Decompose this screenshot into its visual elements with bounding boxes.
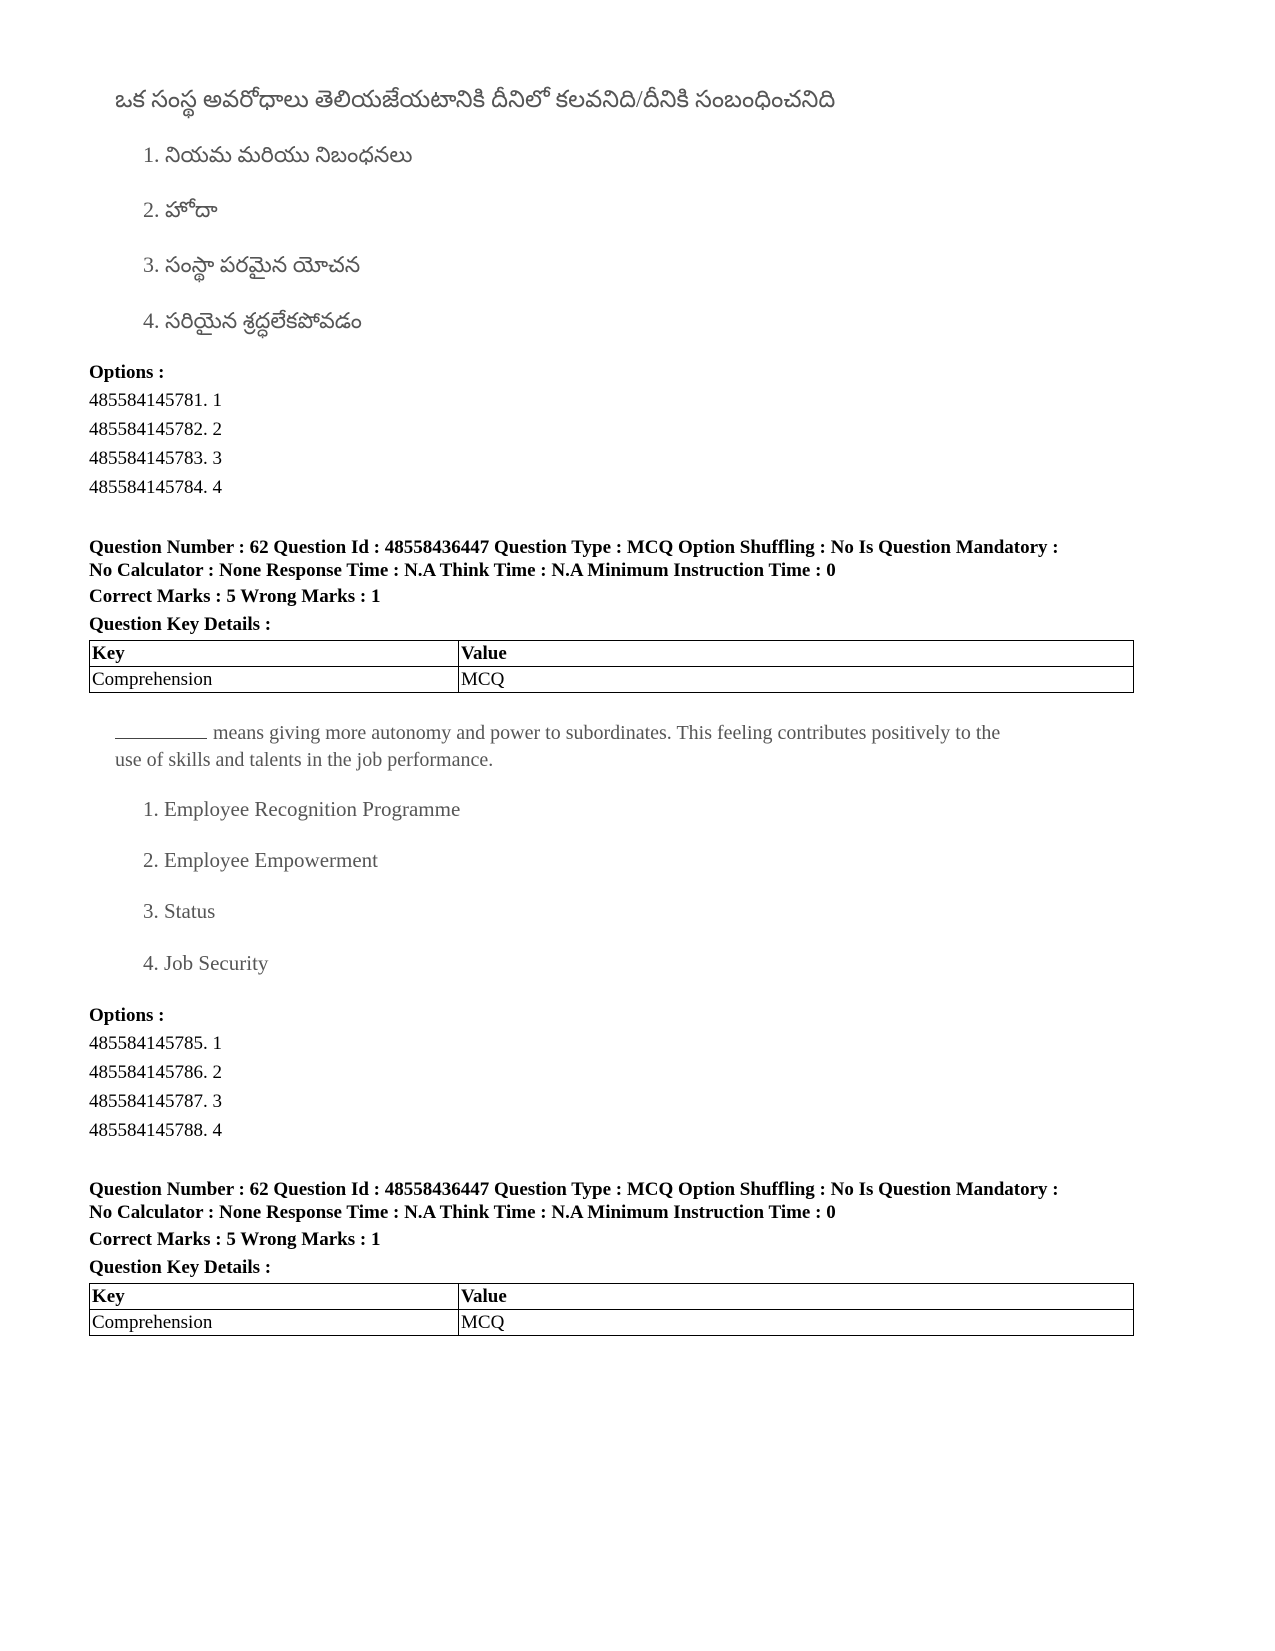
- key-details-label: Question Key Details :: [89, 614, 272, 635]
- choice-1: 1. Employee Recognition Programme: [143, 797, 461, 821]
- choice-2: 2. హోదా: [143, 197, 218, 222]
- stem-line-1: means giving more autonomy and power to subordinates. This feeling contributes positively to the: [213, 722, 1001, 744]
- choice-3: 3. సంస్థా పరమైన యోచన: [143, 252, 361, 277]
- choice-4: 4. Job Security: [143, 951, 269, 975]
- options-list: [89, 386, 222, 502]
- cell-key: Comprehension: [90, 1310, 459, 1336]
- option-item: 485584145786. 2: [89, 1062, 222, 1083]
- question-meta: [89, 536, 1059, 582]
- option-item: 485584145784. 4: [89, 477, 222, 498]
- table-row: [90, 1310, 1134, 1336]
- option-item: 485584145788. 4: [89, 1120, 222, 1141]
- key-details-label: Question Key Details :: [89, 1257, 272, 1278]
- meta-line-2: No Calculator : None Response Time : N.A Think Time : N.A Minimum Instruction Time : 0: [89, 1202, 836, 1223]
- choice-2: 2. Employee Empowerment: [143, 848, 379, 872]
- table-row: [90, 667, 1134, 693]
- table-header-row: [90, 1284, 1134, 1310]
- option-item: 485584145782. 2: [89, 419, 222, 440]
- table-header-row: [90, 641, 1134, 667]
- choice-4: 4. సరియైన శ్రద్ధలేకపోవడం: [143, 308, 362, 333]
- meta-line-1: Question Number : 62 Question Id : 48558436447 Question Type : MCQ Option Shuffling : No Is Question Mandatory :: [89, 537, 1059, 558]
- header-key: Key: [90, 1284, 459, 1310]
- question-stem-english: [115, 720, 1000, 774]
- choice-3: 3. Status: [143, 899, 216, 923]
- cell-key: Comprehension: [90, 667, 459, 693]
- options-label: Options :: [89, 1005, 165, 1026]
- option-item: 485584145787. 3: [89, 1091, 222, 1112]
- option-item: 485584145785. 1: [89, 1033, 222, 1054]
- stem-line-2: use of skills and talents in the job performance.: [115, 749, 494, 771]
- header-value: Value: [459, 641, 1134, 667]
- meta-line-2: No Calculator : None Response Time : N.A Think Time : N.A Minimum Instruction Time : 0: [89, 560, 836, 581]
- marks-line: Correct Marks : 5 Wrong Marks : 1: [89, 1229, 381, 1250]
- options-label: Options :: [89, 362, 165, 383]
- choice-1: 1. నియమ మరియు నిబంధనలు: [143, 142, 413, 167]
- meta-line-1: Question Number : 62 Question Id : 48558436447 Question Type : MCQ Option Shuffling : No Is Question Mandatory :: [89, 1179, 1059, 1200]
- fill-blank: [115, 720, 207, 739]
- marks-line: Correct Marks : 5 Wrong Marks : 1: [89, 586, 381, 607]
- header-value: Value: [459, 1284, 1134, 1310]
- header-key: Key: [90, 641, 459, 667]
- question-meta: [89, 1178, 1059, 1224]
- cell-value: MCQ: [459, 667, 1134, 693]
- key-details-table: [89, 1283, 1134, 1336]
- question-stem-telugu: ఒక సంస్థ అవరోధాలు తెలియజేయటానికి దీనిలో కలవనిది/దీనికి సంబంధించనిది: [115, 87, 836, 113]
- option-item: 485584145783. 3: [89, 448, 222, 469]
- options-list: [89, 1029, 222, 1145]
- option-item: 485584145781. 1: [89, 390, 222, 411]
- cell-value: MCQ: [459, 1310, 1134, 1336]
- key-details-table: [89, 640, 1134, 693]
